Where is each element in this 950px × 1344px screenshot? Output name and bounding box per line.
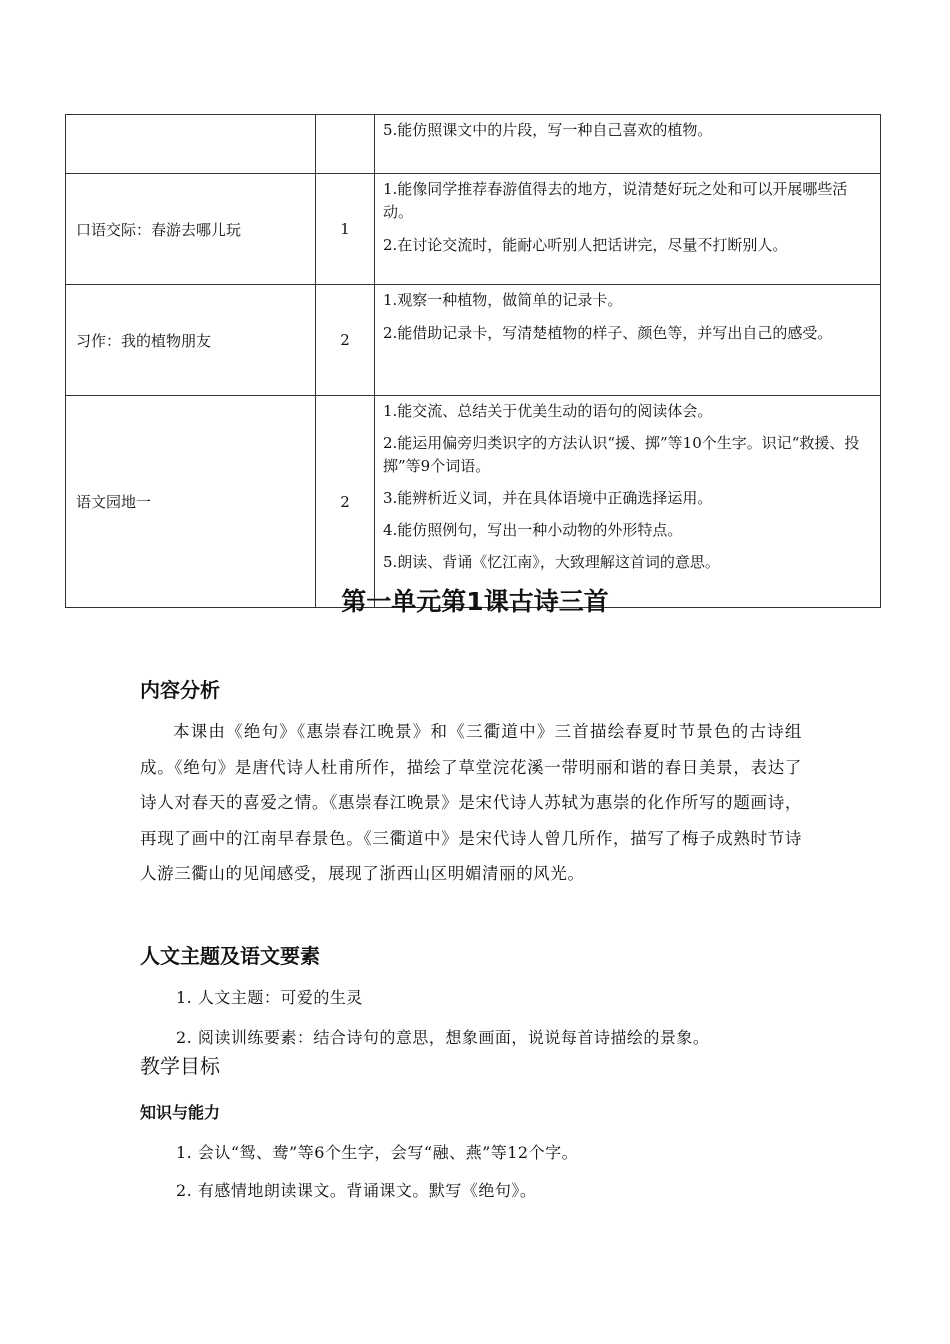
goals-cell <box>375 115 881 174</box>
goal-item: 5.朗读、背诵《忆江南》，大致理解这首词的意思。 <box>383 553 720 571</box>
knowledge-ability-heading: 知识与能力 <box>140 1103 221 1122</box>
teaching-goals-heading: 教学目标 <box>140 1054 220 1078</box>
table-row <box>66 285 881 396</box>
lesson-name-cell: 口语交际：春游去哪儿玩 <box>66 174 316 285</box>
theme-item: 1. 人文主题：可爱的生灵 <box>176 988 363 1007</box>
theme-heading: 人文主题及语文要素 <box>140 944 320 968</box>
table-row <box>66 396 881 608</box>
lesson-name-cell: 习作：我的植物朋友 <box>66 285 316 396</box>
goal-item: 5.能仿照课文中的片段，写一种自己喜欢的植物。 <box>383 121 713 139</box>
hours-cell: 2 <box>316 396 375 608</box>
goal-item: 1.观察一种植物，做简单的记录卡。 <box>383 291 623 309</box>
goal-item: 2.能运用偏旁归类识字的方法认识“援、掷”等10个生字。识记“救援、投掷”等9个词语。 <box>383 434 860 475</box>
goal-item: 4.能仿照例句，写出一种小动物的外形特点。 <box>383 521 683 539</box>
content-analysis-paragraph: 本课由《绝句》《惠崇春江晚景》和《三衢道中》三首描绘春夏时节景色的古诗组成。《绝句》是唐代诗人杜甫所作，描绘了草堂浣花溪一带明丽和谐的春日美景，表达了诗人对春天的喜爱之情。《惠崇春江晚景》是宋代诗人苏轼为惠崇的化作所写的题画诗，再现了画中的江南早春景色。《三衢道中》是宋代诗人曾几所作，描写了梅子成熟时节诗人游三衢山的见闻感受，展现了浙西山区明媚清丽的风光。 <box>140 722 802 883</box>
goals-cell <box>375 174 881 285</box>
goal-item: 1. 会认“鸳、鸯”等6个生字，会写“融、燕”等12个字。 <box>176 1143 579 1162</box>
goals-cell <box>375 396 881 608</box>
table-row <box>66 115 881 174</box>
content-analysis-heading: 内容分析 <box>140 678 220 702</box>
lesson-name-cell: 语文园地一 <box>66 396 316 608</box>
goal-item: 2.在讨论交流时，能耐心听别人把话讲完，尽量不打断别人。 <box>383 236 788 254</box>
hours-cell: 2 <box>316 285 375 396</box>
lesson-title: 第一单元第1课古诗三首 <box>341 587 609 616</box>
hours-cell: 1 <box>316 174 375 285</box>
table-row <box>66 174 881 285</box>
goal-item: 3.能辨析近义词，并在具体语境中正确选择运用。 <box>383 489 713 507</box>
lesson-name-cell <box>66 115 316 174</box>
goal-item: 1.能交流、总结关于优美生动的语句的阅读体会。 <box>383 402 713 420</box>
theme-item: 2. 阅读训练要素：结合诗句的意思，想象画面，说说每首诗描绘的景象。 <box>176 1028 710 1047</box>
goal-item: 2. 有感情地朗读课文。背诵课文。默写《绝句》。 <box>176 1181 537 1200</box>
goal-item: 1.能像同学推荐春游值得去的地方，说清楚好玩之处和可以开展哪些活动。 <box>383 180 848 221</box>
goal-item: 2.能借助记录卡，写清楚植物的样子、颜色等，并写出自己的感受。 <box>383 324 833 342</box>
goals-cell <box>375 285 881 396</box>
unit-plan-table <box>65 114 881 608</box>
hours-cell <box>316 115 375 174</box>
